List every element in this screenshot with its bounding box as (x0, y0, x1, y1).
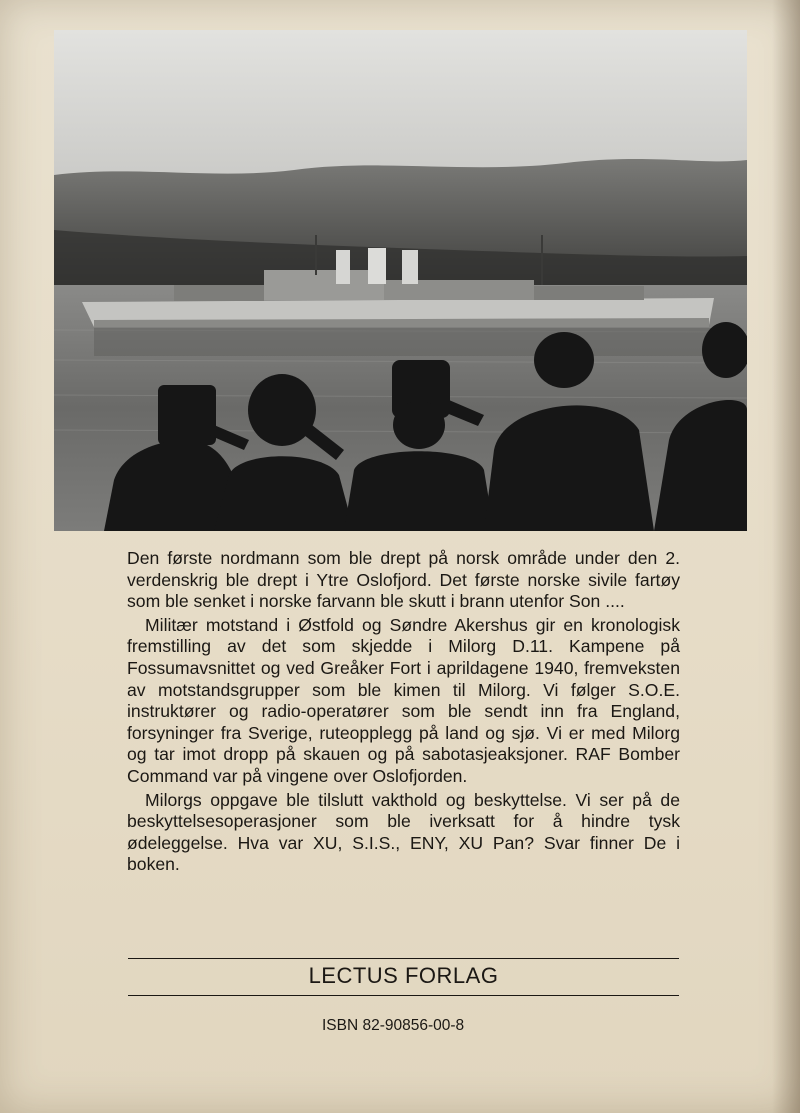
warship-salute-photo (54, 30, 747, 531)
cover-photo (54, 30, 747, 531)
back-cover-blurb (127, 548, 680, 878)
blurb-paragraph: Militær motstand i Østfold og Søndre Akershus gir en kronologisk fremstilling av det som skjedde i Milorg D.11. Kampene på Fossumavsnittet og ved Greåker Fort i aprildagene 1940, fremveksten av motstandsgrupper som ble kimen til Milorg. Vi følger S.O.E. instruktører og radio-operatører som ble sendt inn fra England, forsyninger fra Sverige, ruteopplegg på land og sjø. Vi er med Milorg og tar imot dropp på skauen og på sabotasjeaksjoner. RAF Bomber Command var på vingene over Oslofjorden. (127, 614, 680, 786)
cover-edge-shadow (772, 0, 800, 1113)
divider-bottom (128, 995, 679, 996)
divider-top (128, 958, 679, 959)
isbn-number: ISBN 82-90856-00-8 (322, 1017, 465, 1034)
blurb-paragraph: Milorgs oppgave ble tilslutt vakthold og beskyttelse. Vi ser på de beskyttelsesoperasjoner som ble iverksatt for å hindre tysk ødeleggelse. Hva var XU, S.I.S., ENY, XU Pan? Svar finner De i boken. (127, 789, 680, 875)
publisher-name: LECTUS FORLAG (308, 963, 499, 988)
blurb-paragraph: Den første nordmann som ble drept på norsk område under den 2. verdenskrig ble drept i Ytre Oslofjord. Det første norske sivile fartøy som ble senket i norske farvann ble skutt i brann utenfor Son .... (127, 548, 680, 612)
